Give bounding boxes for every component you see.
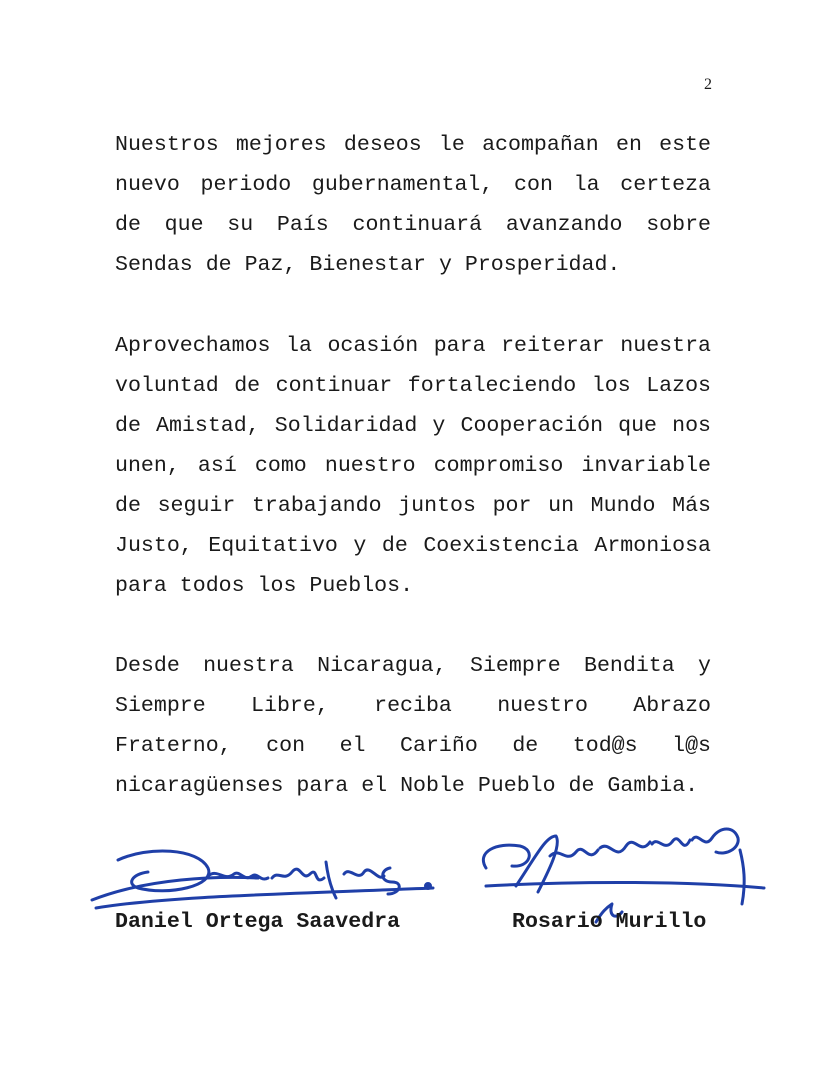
paragraph-1: Nuestros mejores deseos le acompañan en este nuevo periodo gubernamental, con la certeza de que su País continuará avanzando sobre Sendas de Paz, Bienestar y Prosperidad. <box>115 133 711 277</box>
paragraph-2: Aprovechamos la ocasión para reiterar nuestra voluntad de continuar fortaleciendo los Lazos de Amistad, Solidaridad y Cooperación que nos unen, así como nuestro compromiso invariable de seguir trabajando juntos por un Mundo Más Justo, Equitativo y de Coexistencia Armoniosa para todos los Pueblos. <box>115 334 711 598</box>
signature-left-image <box>88 838 448 918</box>
signer-name-left: Daniel Ortega Saavedra <box>115 910 401 934</box>
signer-name-right: Rosario Murillo <box>512 910 707 934</box>
paragraph-3: Desde nuestra Nicaragua, Siempre Bendita y Siempre Libre, reciba nuestro Abrazo Fraterno, con el Cariño de tod@s l@s nicaragüenses para el Noble Pueblo de Gambia. <box>115 654 711 798</box>
page-number: 2 <box>704 76 712 93</box>
